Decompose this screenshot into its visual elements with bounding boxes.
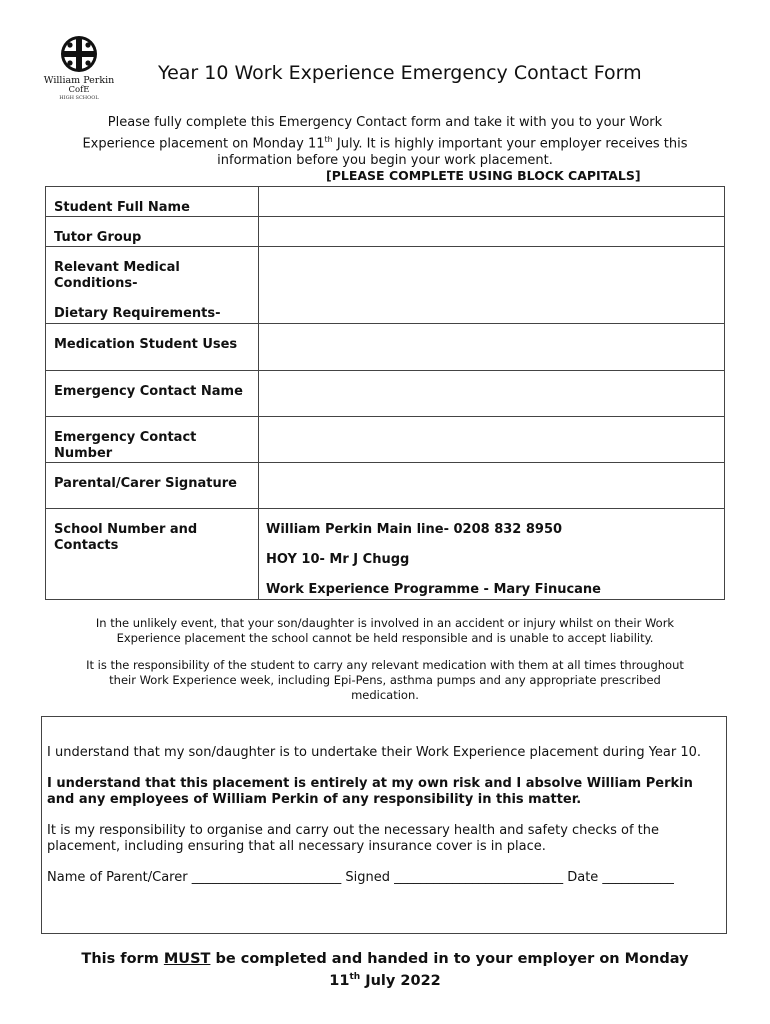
block-capitals-note: [PLEASE COMPLETE USING BLOCK CAPITALS] xyxy=(326,168,641,183)
footer-instruction xyxy=(40,950,730,990)
table-row xyxy=(46,247,725,324)
intro-line-2-start: Experience placement on Monday 11 xyxy=(82,136,325,152)
footer-middle: be completed and handed in to your employer on Monday xyxy=(210,951,689,967)
school-programme-contact: Work Experience Programme - Mary Finucane xyxy=(266,582,601,597)
label-tutor-group: Tutor Group xyxy=(54,230,142,245)
school-logo xyxy=(40,34,118,101)
field-emergency-contact-name[interactable] xyxy=(259,371,725,417)
label-emergency-contact-name: Emergency Contact Name xyxy=(54,384,243,399)
footer-start: This form xyxy=(81,951,164,967)
liability-line-2: Experience placement the school cannot be held responsible and is unable to accept liability. xyxy=(116,631,654,645)
liability-line-1: In the unlikely event, that your son/daughter is involved in an accident or injury whilst on their Work xyxy=(95,616,675,630)
medication-line-3: medication. xyxy=(351,688,419,702)
logo-cofe: CofE xyxy=(68,85,90,95)
intro-line-2 xyxy=(40,131,730,152)
label-medication: Medication Student Uses xyxy=(54,337,238,352)
field-medication[interactable] xyxy=(259,324,725,371)
label-student-name: Student Full Name xyxy=(54,200,190,215)
emergency-contact-table xyxy=(45,186,725,600)
table-row xyxy=(46,463,725,509)
intro-line-3: information before you begin your work placement. xyxy=(217,153,553,169)
table-row xyxy=(46,324,725,371)
school-main-line: William Perkin Main line- 0208 832 8950 xyxy=(266,522,563,537)
intro-line-2-end: July. It is highly important your employer receives this xyxy=(332,136,688,152)
medication-line-2: their Work Experience week, including Epi-Pens, asthma pumps and any appropriate prescribed xyxy=(109,673,661,687)
declaration-signature-line[interactable]: Name of Parent/Carer _______________________ Signed __________________________ Date ___________ xyxy=(47,870,674,885)
medication-notice xyxy=(40,658,730,703)
intro-date-suffix: th xyxy=(324,135,333,144)
declaration-understand: I understand that my son/daughter is to undertake their Work Experience placement during Year 10. xyxy=(47,745,702,760)
field-student-name[interactable] xyxy=(259,187,725,217)
field-emergency-contact-number[interactable] xyxy=(259,417,725,463)
page-title: Year 10 Work Experience Emergency Contact Form xyxy=(158,62,642,84)
label-signature: Parental/Carer Signature xyxy=(54,476,237,491)
label-emergency-contact-number: Emergency Contact Number xyxy=(54,430,197,461)
label-medical-conditions: Relevant Medical Conditions- xyxy=(54,260,180,291)
field-tutor-group[interactable] xyxy=(259,217,725,247)
declaration-box xyxy=(41,716,727,934)
intro-line-1: Please fully complete this Emergency Contact form and take it with you to your Work xyxy=(107,115,663,130)
footer-must: MUST xyxy=(163,951,211,967)
field-medical-dietary[interactable] xyxy=(259,247,725,324)
table-row xyxy=(46,217,725,247)
logo-name: William Perkin xyxy=(43,75,115,86)
table-row xyxy=(46,509,725,600)
label-school-contacts: School Number and Contacts xyxy=(54,522,198,553)
liability-notice xyxy=(40,616,730,646)
declaration-responsibility: It is my responsibility to organise and carry out the necessary health and safety checks of the placement, including ensuring that all necessary insurance cover is in place. xyxy=(47,823,659,854)
footer-day: 11 xyxy=(329,972,350,989)
intro-text xyxy=(40,114,730,169)
footer-end: July 2022 xyxy=(360,972,441,989)
table-row xyxy=(46,417,725,463)
medication-line-1: It is the responsibility of the student to carry any relevant medication with them at all times throughout xyxy=(86,658,684,672)
label-dietary-requirements: Dietary Requirements- xyxy=(54,306,221,321)
logo-subtitle: HIGH SCHOOL xyxy=(59,95,99,101)
field-signature[interactable] xyxy=(259,463,725,509)
footer-day-suffix: th xyxy=(349,972,361,982)
table-row xyxy=(46,187,725,217)
crest-icon xyxy=(59,34,99,74)
table-row xyxy=(46,371,725,417)
declaration-risk: I understand that this placement is entirely at my own risk and I absolve William Perkin and any employees of William Perkin of any responsibility in this matter. xyxy=(47,776,693,807)
school-hoy: HOY 10- Mr J Chugg xyxy=(266,552,410,567)
